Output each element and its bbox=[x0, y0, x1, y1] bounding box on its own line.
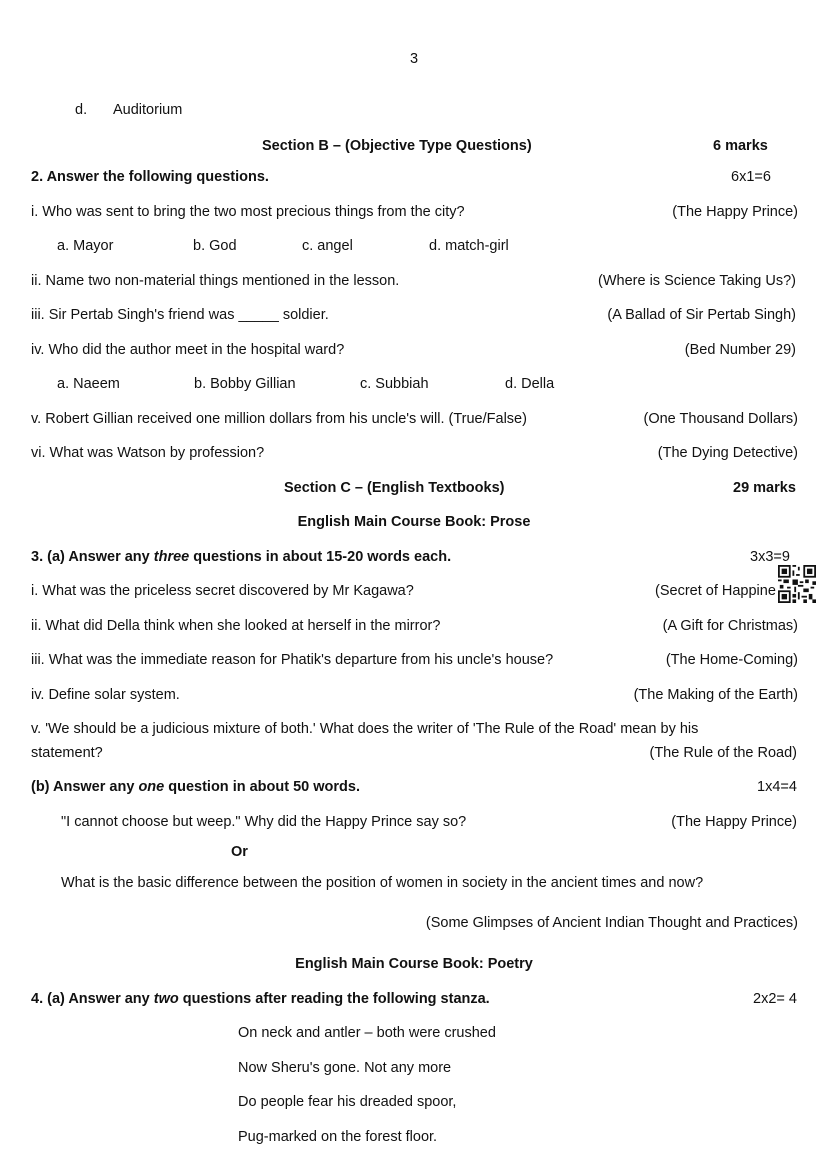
q3b-source-2: (Some Glimpses of Ancient Indian Thought and Practices) bbox=[425, 915, 798, 931]
q2-item-text: v. Robert Gillian received one million dollars from his uncle's will. (True/False) bbox=[31, 411, 527, 427]
stanza-line: On neck and antler – both were crushed bbox=[238, 1025, 496, 1041]
section-c-marks: 29 marks bbox=[733, 480, 796, 496]
option-a: a. Naeem bbox=[57, 376, 120, 392]
q2-marks: 6x1=6 bbox=[731, 169, 771, 185]
q3a-item-text-continued: statement? bbox=[31, 745, 103, 761]
q2-item-text: iv. Who did the author meet in the hospital ward? bbox=[31, 342, 345, 358]
q3a-item-source: (Secret of Happine bbox=[655, 583, 776, 599]
page-number: 3 bbox=[409, 51, 419, 67]
q3a-item-text: iii. What was the immediate reason for Phatik's departure from his uncle's house? bbox=[31, 652, 554, 668]
option-text: Auditorium bbox=[113, 102, 183, 118]
q3a-item-source: (The Home-Coming) bbox=[665, 652, 798, 668]
option-c: c. angel bbox=[302, 238, 353, 254]
q3b-marks: 1x4=4 bbox=[757, 779, 797, 795]
stanza-line: Pug-marked on the forest floor. bbox=[238, 1129, 438, 1145]
qr-code-image bbox=[778, 565, 816, 603]
q3b-question-1: "I cannot choose but weep." Why did the Happy Prince say so? bbox=[61, 814, 467, 830]
q3a-item-text: i. What was the priceless secret discovered by Mr Kagawa? bbox=[31, 583, 414, 599]
q4a-marks: 2x2= 4 bbox=[753, 991, 797, 1007]
q3b-heading: (b) Answer any one question in about 50 words. bbox=[31, 779, 360, 795]
q3a-item-text: v. 'We should be a judicious mixture of both.' What does the writer of 'The Rule of the Road' mean by his bbox=[31, 721, 699, 737]
q3a-item-source: (The Rule of the Road) bbox=[649, 745, 797, 761]
q2-item-source: (Bed Number 29) bbox=[684, 342, 796, 358]
option-a: a. Mayor bbox=[57, 238, 114, 254]
section-b-marks: 6 marks bbox=[713, 138, 768, 154]
or-separator: Or bbox=[231, 844, 248, 860]
q3a-item-source: (A Gift for Christmas) bbox=[662, 618, 798, 634]
q2-item-text: i. Who was sent to bring the two most precious things from the city? bbox=[31, 204, 465, 220]
q2-item-text: ii. Name two non-material things mentioned in the lesson. bbox=[31, 273, 400, 289]
option-letter: d. bbox=[75, 102, 88, 118]
q3b-source-1: (The Happy Prince) bbox=[671, 814, 797, 830]
stanza-line: Do people fear his dreaded spoor, bbox=[238, 1094, 457, 1110]
q3a-item-text: iv. Define solar system. bbox=[31, 687, 180, 703]
q3b-question-2: What is the basic difference between the position of women in society in the ancient times and now? bbox=[61, 875, 704, 891]
option-d: d. match-girl bbox=[429, 238, 509, 254]
q2-item-source: (Where is Science Taking Us?) bbox=[598, 273, 796, 289]
option-c: c. Subbiah bbox=[360, 376, 429, 392]
section-b-title: Section B – (Objective Type Questions) bbox=[262, 138, 532, 154]
stanza-line: Now Sheru's gone. Not any more bbox=[238, 1060, 452, 1076]
q2-item-text: vi. What was Watson by profession? bbox=[31, 445, 265, 461]
q3a-marks: 3x3=9 bbox=[750, 549, 790, 565]
q2-item-source: (One Thousand Dollars) bbox=[643, 411, 798, 427]
q4a-heading: 4. (a) Answer any two questions after reading the following stanza. bbox=[31, 991, 490, 1007]
prose-heading: English Main Course Book: Prose bbox=[297, 514, 531, 530]
q2-item-source: (The Dying Detective) bbox=[657, 445, 798, 461]
option-b: b. Bobby Gillian bbox=[194, 376, 296, 392]
poetry-heading: English Main Course Book: Poetry bbox=[295, 956, 533, 972]
q3a-item-source: (The Making of the Earth) bbox=[633, 687, 798, 703]
option-b: b. God bbox=[193, 238, 237, 254]
q2-heading: 2. Answer the following questions. bbox=[31, 169, 269, 185]
q2-item-source: (A Ballad of Sir Pertab Singh) bbox=[607, 307, 796, 323]
q2-item-source: (The Happy Prince) bbox=[672, 204, 798, 220]
section-c-title: Section C – (English Textbooks) bbox=[284, 480, 505, 496]
q3a-heading: 3. (a) Answer any three questions in about 15-20 words each. bbox=[31, 549, 452, 565]
option-d: d. Della bbox=[505, 376, 555, 392]
q2-item-text: iii. Sir Pertab Singh's friend was _____ soldier. bbox=[31, 307, 329, 323]
q3a-item-text: ii. What did Della think when she looked at herself in the mirror? bbox=[31, 618, 441, 634]
